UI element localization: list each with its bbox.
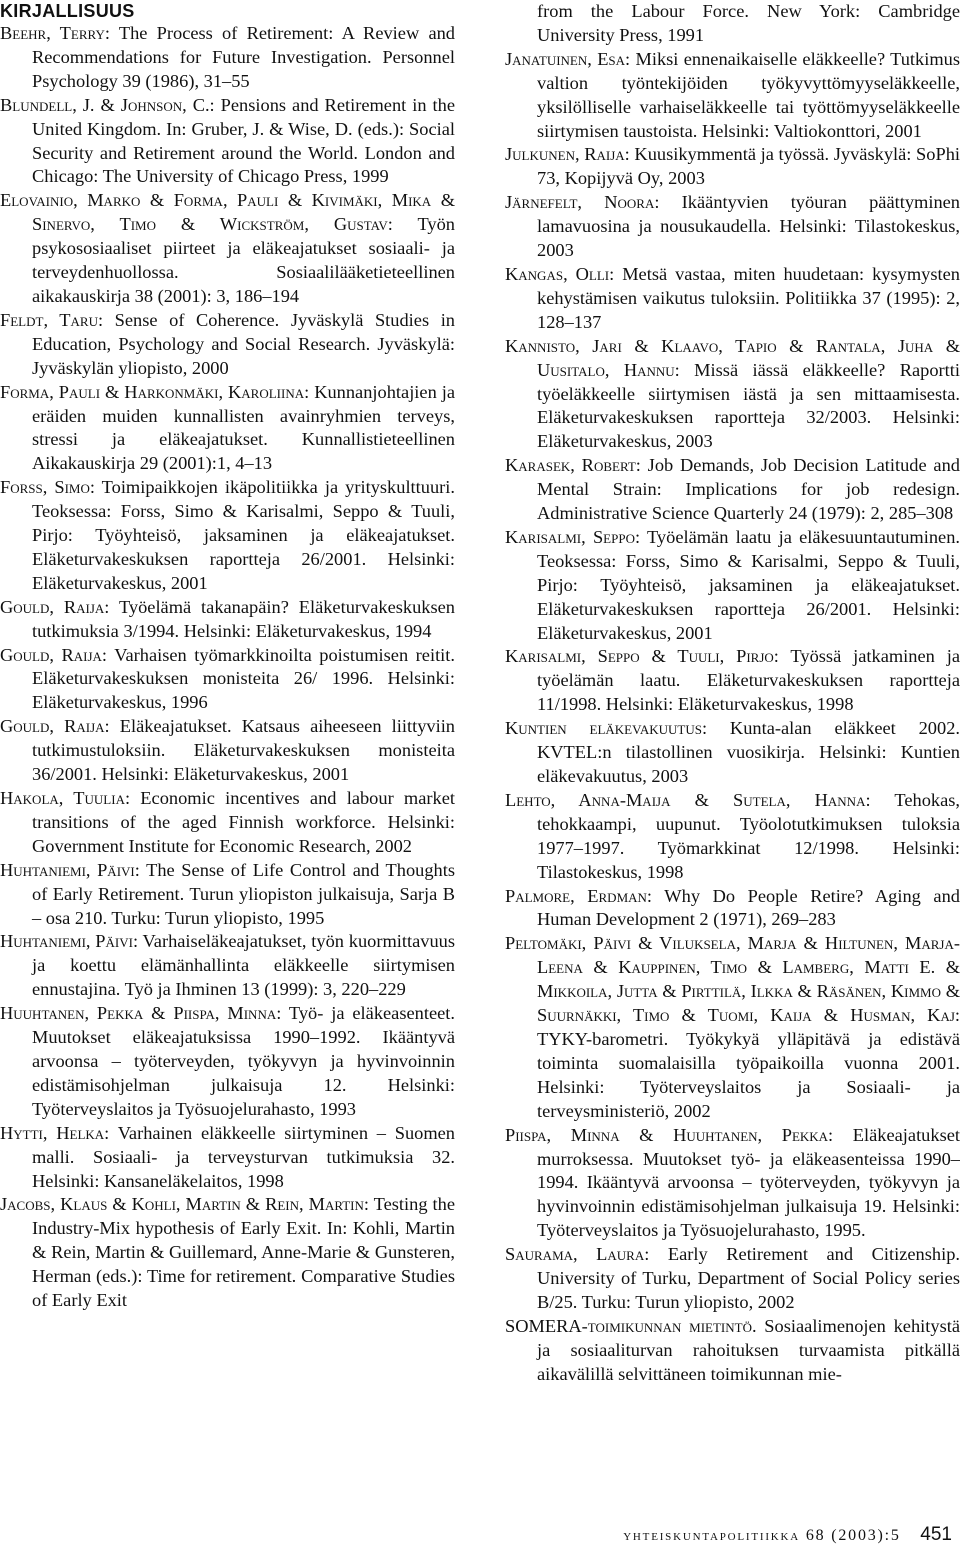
reference-entry bbox=[0, 1002, 455, 1122]
reference-entry bbox=[505, 1124, 960, 1244]
reference-entry bbox=[505, 645, 960, 717]
references-heading: KIRJALLISUUS bbox=[0, 1, 135, 21]
reference-details: Eläkeajatukset. Katsaus aiheeseen liittyviin tutkimustuloksiin. Eläketurvakeskuksen monisteita 36/2001. Helsinki: Eläketurvakeskus, 2001 bbox=[32, 716, 456, 785]
reference-entry bbox=[505, 1243, 960, 1315]
reference-details: Sense of Coherence. Jyväskylä Studies in Education, Psychology and Social Research. Jyväskylä: Jyväskylän yliopisto, 2000 bbox=[32, 309, 455, 378]
reference-entry bbox=[0, 189, 455, 309]
page-number: 451 bbox=[920, 1524, 952, 1545]
reference-details: The Sense of Life Control and Thoughts of Early Retirement. Turun yliopiston julkaisuja, Sarja B – osa 210. Turku: Turun yliopisto, 1995 bbox=[32, 859, 455, 928]
reference-entry bbox=[505, 932, 960, 1123]
reference-details: Sosiaalimenojen kehitystä ja sosiaaliturvan rahoituksen turvaamista pitkällä aikavälillä selvittäneen toimikunnan mie- bbox=[537, 1315, 960, 1384]
reference-author: Peltomäki, Päivi & Viluksela, Marja & Hiltunen, Marja-Leena & Kauppinen, Timo & Lamberg, Matti E. & Mikkoila, Jutta & Pirttilä, Ilkka & Räsänen, Kimmo & Suurnäkki, Timo & Tuomi, Kaija & Husman, Kaj: bbox=[505, 933, 960, 1026]
reference-author: Hytti, Helka: bbox=[0, 1122, 110, 1143]
reference-author: Elovainio, Marko & Forma, Pauli & Kivimäki, Mika & Sinervo, Timo & Wickström, Gustav: bbox=[0, 190, 455, 235]
reference-details: Eläkeajatukset murroksessa. Muutokset työ- ja eläkeasenteissa 1990–1994. Ikääntyvä arvoonsa – työterveyden, työkyvyn ja hyvinvoinnin edistämisohjelman julkaisuja 19. Helsinki: Työterveyslaitos ja Työsuojelurahasto, 1995. bbox=[537, 1124, 960, 1241]
right-column bbox=[505, 0, 960, 1387]
reference-author: Piispa, Minna & Huuhtanen, Pekka: bbox=[505, 1124, 834, 1145]
reference-details: Ikääntyvien työuran päättyminen lamavuosina ja nousukaudella. Helsinki: Tilastokeskus, 2003 bbox=[537, 192, 960, 261]
reference-details: Why Do People Retire? Aging and Human Development 2 (1971), 269–283 bbox=[537, 885, 960, 930]
page-footer bbox=[623, 1524, 952, 1546]
reference-author: Jacobs, Klaus & Kohli, Martin & Rein, Martin: bbox=[0, 1194, 369, 1215]
reference-details: Työelämän laatu ja eläkesuuntautuminen. Teoksessa: Forss, Simo & Karisalmi, Seppo & Tuuli, Pirjo: Työyhteisö, jaksaminen ja eläkeajatukset. Eläketurvakeskuksen raportteja 26/2001. Helsinki: Eläketurvakeskus, 2001 bbox=[537, 526, 960, 643]
reference-entry bbox=[0, 309, 455, 381]
reference-details: Kunnanjohtajien ja eräiden muiden kunnallisten avainryhmien terveys, stressi ja eläkeajatukset. Kunnallistieteellinen Aikakauskirja 29 (2001):1, 4–13 bbox=[32, 381, 455, 474]
reference-entry bbox=[505, 143, 960, 191]
reference-entry bbox=[505, 454, 960, 526]
reference-author: Janatuinen, Esa: bbox=[505, 48, 631, 69]
reference-author: Karisalmi, Seppo & Tuuli, Pirjo: bbox=[505, 646, 779, 667]
reference-details: Kuusikymmentä ja työssä. Jyväskylä: SoPhi 73, Kopijyvä Oy, 2003 bbox=[537, 144, 960, 189]
reference-details: Tehokas, tehokkaampi, uupunut. Työolotutkimuksen tuloksia 1977–1997. Työmarkkinat 12/1998. Helsinki: Tilastokeskus, 1998 bbox=[537, 789, 960, 882]
reference-author: Huhtaniemi, Päivi: bbox=[0, 859, 140, 880]
reference-author: Järnefelt, Noora: bbox=[505, 192, 660, 213]
reference-entry bbox=[0, 596, 455, 644]
reference-entry bbox=[0, 381, 455, 477]
reference-details: TYKY-barometri. Työkykyä ylläpitävä ja edistävä toiminta suomalaisilla työpaikoilla vuonna 2001. Helsinki: Työterveyslaitos ja Sosiaali- ja terveysministeriö, 2002 bbox=[537, 1028, 960, 1121]
left-reference-list bbox=[0, 22, 455, 1313]
reference-entry bbox=[0, 715, 455, 787]
reference-entry bbox=[505, 885, 960, 933]
reference-author: Karisalmi, Seppo: bbox=[505, 526, 641, 547]
reference-entry bbox=[0, 859, 455, 931]
reference-entry bbox=[505, 191, 960, 263]
reference-entry bbox=[505, 1315, 960, 1387]
reference-details: Varhainen eläkkeelle siirtyminen – Suomen malli. Sosiaali- ja terveysturvan tutkimuksia 32. Helsinki: Kansaneläkelaitos, 1998 bbox=[32, 1122, 455, 1191]
reference-entry bbox=[0, 94, 455, 190]
reference-continuation: from the Labour Force. New York: Cambridge University Press, 1991 bbox=[537, 1, 960, 45]
reference-author: Lehto, Anna-Maija & Sutela, Hanna: bbox=[505, 789, 871, 810]
reference-entry bbox=[0, 930, 455, 1002]
reference-author: Kuntien eläkevakuutus: bbox=[505, 718, 708, 739]
reference-details: Työssä jatkaminen ja työelämän laatu. Eläketurvakeskuksen raportteja 11/1998. Helsinki: Eläketurvakeskus, 1998 bbox=[537, 646, 960, 715]
reference-details: The Process of Retirement: A Review and Recommendations for Future Investigation. Personnel Psychology 39 (1986), 31–55 bbox=[32, 23, 455, 91]
reference-details: Toimipaikkojen ikäpolitiikka ja yrityskulttuuri. Teoksessa: Forss, Simo & Karisalmi, Seppo & Tuuli, Pirjo: Työyhteisö, jaksaminen ja eläkeajatukset. Eläketurvakeskuksen raportteja 26/2001. Helsinki: Eläketurvakeskus, 2001 bbox=[32, 477, 455, 593]
reference-entry bbox=[0, 22, 455, 94]
reference-entry bbox=[0, 644, 455, 716]
reference-entry bbox=[505, 48, 960, 144]
reference-author: Huhtaniemi, Päivi: bbox=[0, 931, 139, 952]
reference-author: Karasek, Robert: bbox=[505, 455, 641, 476]
reference-entry bbox=[0, 1193, 455, 1313]
reference-entry bbox=[0, 1122, 455, 1194]
reference-entry bbox=[505, 335, 960, 455]
reference-author: Saurama, Laura: bbox=[505, 1244, 650, 1265]
reference-details: Työ- ja eläkeasenteet. Muutokset eläkeajatuksissa 1990–1992. Ikääntyvä arvoonsa – työterveyden, työkyvyn ja hyvinvoinnin edistämisohjelman julkaisuja 12. Helsinki: Työterveyslaitos ja Työsuojelurahasto, 1993 bbox=[32, 1003, 456, 1119]
left-column bbox=[0, 0, 455, 1313]
reference-author: Julkunen, Raija: bbox=[505, 144, 630, 165]
reference-details: Kunta-alan eläkkeet 2002. KVTEL:n tilastollinen vuosikirja. Helsinki: Kuntien eläkevakuutus, 2003 bbox=[537, 718, 960, 786]
reference-author: Gould, Raija: bbox=[0, 596, 110, 617]
reference-author: Kannisto, Jari & Klaavo, Tapio & Rantala, Juha & Uusitalo, Hannu: bbox=[505, 335, 960, 380]
reference-author: Beehr, Terry: bbox=[0, 23, 110, 43]
reference-entry bbox=[505, 789, 960, 885]
reference-details: Miksi ennenaikaiselle eläkkeelle? Tutkimus valtion työntekijöiden työkyvyttömyyseläkkeelle, yksilölliselle varhaiseläkkeelle tai työttömyyseläkkeelle siirtymisen taustoista. Helsinki: Valtiokonttori, 2001 bbox=[537, 48, 960, 141]
reference-details: Työelämä takanapäin? Eläketurvakeskuksen tutkimuksia 3/1994. Helsinki: Eläketurvakeskus, 1994 bbox=[32, 596, 455, 641]
reference-details: Varhaiseläkeajatukset, työn kuormittavuus ja koettu elämänhallinta eläkkeelle siirtymisen ennustajina. Työ ja Ihminen 13 (1999): 3, 220–229 bbox=[32, 931, 456, 1000]
reference-details: Metsä vastaa, miten huudetaan: kysymysten kehystämisen vaikutus tuloksiin. Politiikka 37 (1995): 2, 128–137 bbox=[537, 263, 960, 332]
reference-entry bbox=[0, 787, 455, 859]
reference-author: Forma, Pauli & Harkonmäki, Karoliina: bbox=[0, 381, 310, 402]
reference-details: Varhaisen työmarkkinoilta poistumisen reitit. Eläketurvakeskuksen monisteita 26/ 1996. Helsinki: Eläketurvakeskus, 1996 bbox=[32, 644, 455, 713]
reference-author: Kangas, Olli: bbox=[505, 263, 615, 284]
reference-author: SOMERA-toimikunnan mietintö. bbox=[505, 1315, 757, 1336]
reference-details: Testing the Industry-Mix hypothesis of Early Exit. In: Kohli, Martin & Rein, Martin & Guillemard, Anne-Marie & Gunsteren, Herman (eds.): Time for retirement. Comparative Studies of Early Exit bbox=[32, 1194, 455, 1311]
reference-author: Blundell, J. & Johnson, C.: bbox=[0, 94, 215, 115]
reference-author: Huuhtanen, Pekka & Piispa, Minna: bbox=[0, 1003, 282, 1024]
reference-author: Palmore, Erdman: bbox=[505, 885, 653, 906]
right-reference-list bbox=[505, 48, 960, 1387]
reference-author: Feldt, Taru: bbox=[0, 309, 104, 330]
reference-author: Gould, Raija: bbox=[0, 644, 108, 665]
reference-details: Economic incentives and labour market transitions of the aged Finnish workforce. Helsinki: Government Institute for Economic Research, 2002 bbox=[32, 788, 455, 856]
journal-name: yhteiskuntapolitiikka 68 (2003):5 bbox=[623, 1527, 901, 1544]
reference-entry bbox=[505, 263, 960, 335]
reference-details: Missä iässä eläkkeelle? Raportti työeläkkeelle siirtymisen iästä ja sen mittaamisesta. Eläketurvakeskuksen raportteja 32/2003. Helsinki: Eläketurvakeskus, 2003 bbox=[537, 359, 960, 452]
reference-details: Early Retirement and Citizenship. University of Turku, Department of Social Policy series B/25. Turku: Turun yliopisto, 2002 bbox=[537, 1244, 960, 1312]
reference-entry bbox=[0, 476, 455, 596]
reference-entry bbox=[505, 717, 960, 789]
reference-details: Job Demands, Job Decision Latitude and Mental Strain: Implications for job redesign. Administrative Science Quarterly 24 (1979): 2, 285–308 bbox=[537, 455, 960, 524]
reference-author: Forss, Simo: bbox=[0, 477, 95, 498]
reference-entry bbox=[505, 526, 960, 646]
reference-details: Työn psykososiaaliset piirteet ja eläkeajatukset sosiaali- ja terveydenhuollossa. Sosiaalilääketieteellinen aikakauskirja 38 (2001): 3, 186–194 bbox=[32, 214, 455, 306]
reference-author: Gould, Raija: bbox=[0, 716, 110, 737]
reference-author: Hakola, Tuulia: bbox=[0, 788, 131, 808]
reference-details: Pensions and Retirement in the United Kingdom. In: Gruber, J. & Wise, D. (eds.): Social Security and Retirement around the World. London and Chicago: The University of Chicago Press, 1999 bbox=[32, 94, 455, 187]
